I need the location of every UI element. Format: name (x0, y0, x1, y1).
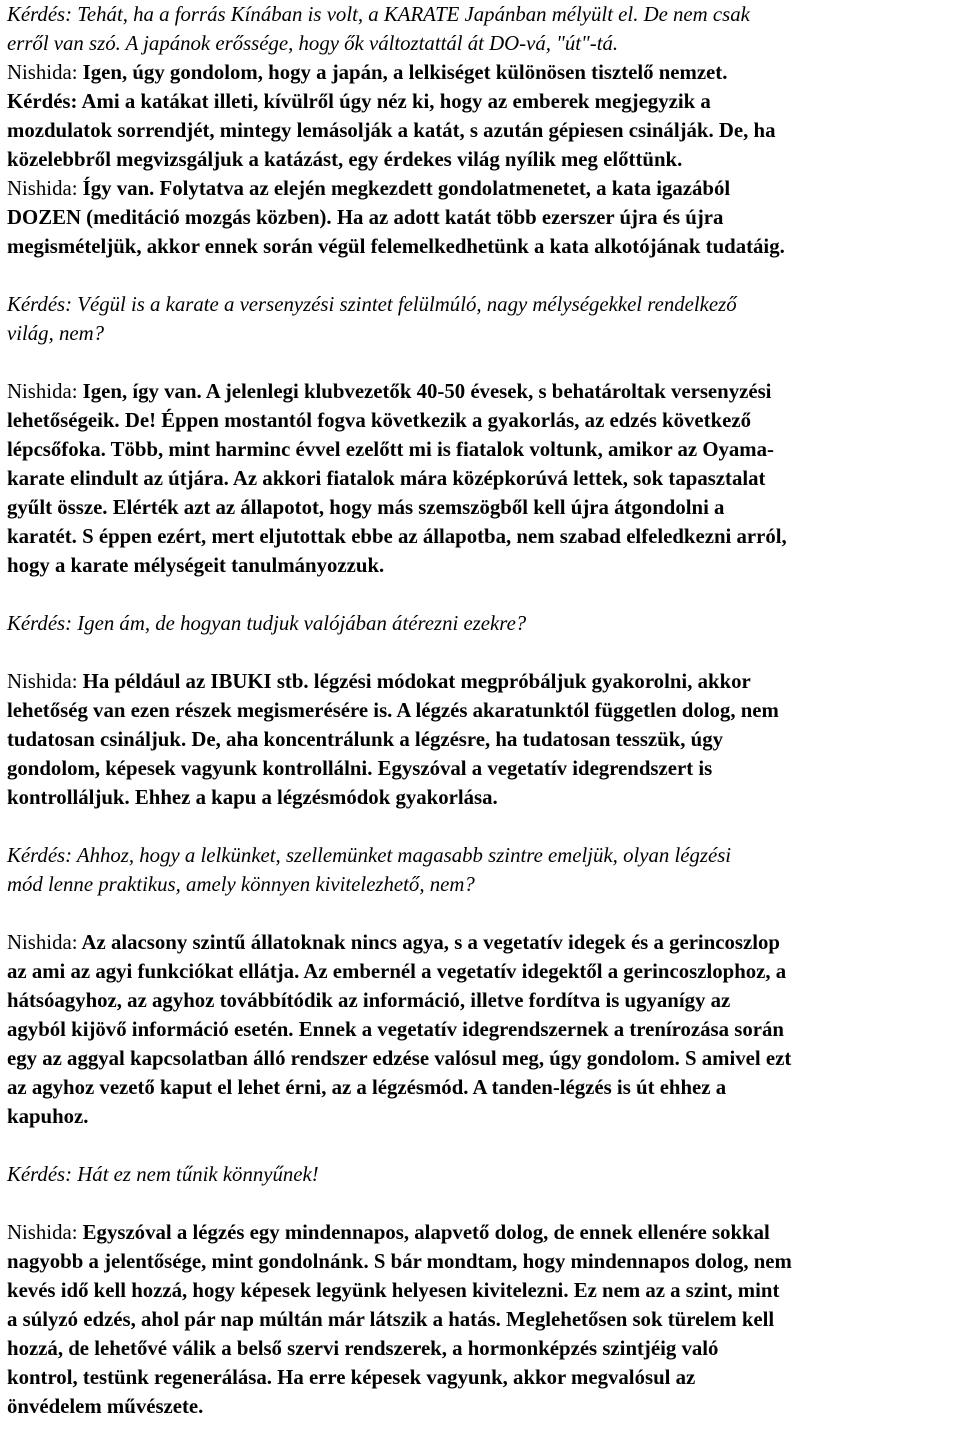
line-text: Kérdés: Igen ám, de hogyan tudjuk valójában átérezni ezekre? (7, 612, 527, 635)
text-line (7, 986, 955, 1015)
line-text: közelebbről megvizsgáljuk a katázást, egy érdekes világ nyílik meg előttünk. (7, 148, 683, 171)
question-paragraph (7, 841, 955, 899)
text-line (7, 290, 955, 319)
answer-paragraph (7, 58, 955, 87)
speaker-label: Nishida: (7, 177, 78, 200)
text-line (7, 667, 955, 696)
text-line (7, 406, 955, 435)
text-line (7, 1218, 955, 1247)
text-line (7, 1015, 955, 1044)
text-line (7, 203, 955, 232)
text-line (7, 1392, 955, 1421)
line-text: karatét. S éppen ezért, mert eljutottak ebbe az állapotba, nem szabad elfeledkezni arról, (7, 525, 787, 548)
text-line (7, 464, 955, 493)
question-paragraph (7, 609, 955, 638)
question-paragraph (7, 290, 955, 348)
text-line (7, 1247, 955, 1276)
line-text: DOZEN (meditáció mozgás közben). Ha az adott katát több ezerszer újra és újra (7, 206, 724, 229)
answer-paragraph (7, 174, 955, 261)
text-line (7, 1334, 955, 1363)
text-line (7, 609, 955, 638)
text-line (7, 0, 955, 29)
line-text: hátsóagyhoz, az agyhoz továbbítódik az információ, illetve fordítva is ugyanígy az (7, 989, 731, 1012)
text-line (7, 841, 955, 870)
text-line (7, 1363, 955, 1392)
speaker-label: Nishida: (7, 1221, 78, 1244)
line-text: kevés idő kell hozzá, hogy képesek legyünk helyesen kivitelezni. Ez nem az a szint, mint (7, 1279, 780, 1302)
answer-paragraph (7, 87, 955, 174)
line-text: az ami az agyi funkciókat ellátja. Az embernél a vegetatív idegektől a gerincoszlophoz, a (7, 960, 787, 983)
line-text: mód lenne praktikus, amely könnyen kivitelezhető, nem? (7, 873, 475, 896)
answer-paragraph (7, 1218, 955, 1421)
line-text: lehetőségeik. De! Éppen mostantól fogva következik a gyakorlás, az edzés következő (7, 409, 751, 432)
text-line (7, 870, 955, 899)
line-text: Az alacsony szintű állatoknak nincs agya, s a vegetatív idegek és a gerincoszlop (77, 931, 780, 954)
line-text: Kérdés: Végül is a karate a versenyzési szintet felülmúló, nagy mélységekkel rendelkező (7, 293, 737, 316)
document-body (7, 0, 955, 1421)
line-text: Egyszóval a légzés egy mindennapos, alapvető dolog, de ennek ellenére sokkal (77, 1221, 770, 1244)
line-text: kontrol, testünk regenerálása. Ha erre képesek vagyunk, akkor megvalósul az (7, 1366, 696, 1389)
line-text: önvédelem művészete. (7, 1395, 204, 1418)
text-line (7, 696, 955, 725)
line-text: karate elindult az útjára. Az akkori fiatalok mára középkorúvá lettek, sok tapasztalat (7, 467, 766, 490)
line-text: agyból kijövő információ esetén. Ennek a vegetatív idegrendszernek a trenírozása során (7, 1018, 784, 1041)
line-text: Kérdés: Ami a katákat illeti, kívülről úgy néz ki, hogy az emberek megjegyzik a (7, 90, 711, 113)
text-line (7, 232, 955, 261)
line-text: Kérdés: Ahhoz, hogy a lelkünket, szellemünket magasabb szintre emeljük, olyan légzési (7, 844, 732, 867)
text-line (7, 1160, 955, 1189)
text-line (7, 377, 955, 406)
text-line (7, 435, 955, 464)
text-line (7, 957, 955, 986)
line-text: mozdulatok sorrendjét, mintegy lemásolják a katát, s azután gépiesen csinálják. De, ha (7, 119, 776, 142)
text-line (7, 1276, 955, 1305)
text-line (7, 928, 955, 957)
line-text: Így van. Folytatva az elején megkezdett gondolatmenetet, a kata igazából (77, 177, 731, 200)
line-text: nagyobb a jelentősége, mint gondolnánk. S bár mondtam, hogy mindennapos dolog, nem (7, 1250, 792, 1273)
speaker-label: Nishida: (7, 380, 78, 403)
text-line (7, 58, 955, 87)
line-text: a súlyzó edzés, ahol pár nap múltán már látszik a hatás. Meglehetősen sok türelem kell (7, 1308, 775, 1331)
speaker-label: Nishida: (7, 931, 78, 954)
line-text: Ha például az IBUKI stb. légzési módokat megpróbáljuk gyakorolni, akkor (77, 670, 751, 693)
text-line (7, 116, 955, 145)
answer-paragraph (7, 667, 955, 812)
text-line (7, 754, 955, 783)
line-text: világ, nem? (7, 322, 105, 345)
text-line (7, 783, 955, 812)
line-text: az agyhoz vezető kaput el lehet érni, az a légzésmód. A tanden-légzés is út ehhez a (7, 1076, 727, 1099)
line-text: tudatosan csináljuk. De, aha koncentrálunk a légzésre, ha tudatosan tesszük, úgy (7, 728, 724, 751)
text-line (7, 1044, 955, 1073)
line-text: erről van szó. A japánok erőssége, hogy ők változtattál át DO-vá, "út"-tá. (7, 32, 619, 55)
line-text: Kérdés: Tehát, ha a forrás Kínában is volt, a KARATE Japánban mélyült el. De nem csak (7, 3, 750, 26)
question-paragraph (7, 1160, 955, 1189)
line-text: megismételjük, akkor ennek során végül felemelkedhetünk a kata alkotójának tudatáig. (7, 235, 785, 258)
line-text: Igen, így van. A jelenlegi klubvezetők 40-50 évesek, s behatároltak versenyzési (77, 380, 772, 403)
answer-paragraph (7, 928, 955, 1131)
text-line (7, 1305, 955, 1334)
text-line (7, 174, 955, 203)
line-text: kontrolláljuk. Ehhez a kapu a légzésmódok gyakorlása. (7, 786, 498, 809)
text-line (7, 145, 955, 174)
question-paragraph (7, 0, 955, 58)
line-text: lépcsőfoka. Több, mint harminc évvel ezelőtt mi is fiatalok voltunk, amikor az Oyama- (7, 438, 774, 461)
text-line (7, 319, 955, 348)
line-text: gondolom, képesek vagyunk kontrollálni. Egyszóval a vegetatív idegrendszert is (7, 757, 713, 780)
speaker-label: Nishida: (7, 670, 78, 693)
text-line (7, 29, 955, 58)
line-text: Igen, úgy gondolom, hogy a japán, a lelkiséget különösen tisztelő nemzet. (77, 61, 728, 84)
text-line (7, 493, 955, 522)
line-text: gyűlt össze. Elérték azt az állapotot, hogy más szemszögből kell újra átgondolni a (7, 496, 725, 519)
text-line (7, 1102, 955, 1131)
line-text: egy az aggyal kapcsolatban álló rendszer edzése valósul meg, úgy gondolom. S amivel ezt (7, 1047, 792, 1070)
line-text: lehetőség van ezen részek megismerésére is. A légzés akaratunktól független dolog, nem (7, 699, 779, 722)
text-line (7, 522, 955, 551)
text-line (7, 1073, 955, 1102)
text-line (7, 551, 955, 580)
speaker-label: Nishida: (7, 61, 78, 84)
line-text: hogy a karate mélységeit tanulmányozzuk. (7, 554, 385, 577)
line-text: Kérdés: Hát ez nem tűnik könnyűnek! (7, 1163, 319, 1186)
answer-paragraph (7, 377, 955, 580)
line-text: hozzá, de lehetővé válik a belső szervi rendszerek, a hormonképzés szintjéig való (7, 1337, 719, 1360)
text-line (7, 725, 955, 754)
line-text: kapuhoz. (7, 1105, 89, 1128)
text-line (7, 87, 955, 116)
